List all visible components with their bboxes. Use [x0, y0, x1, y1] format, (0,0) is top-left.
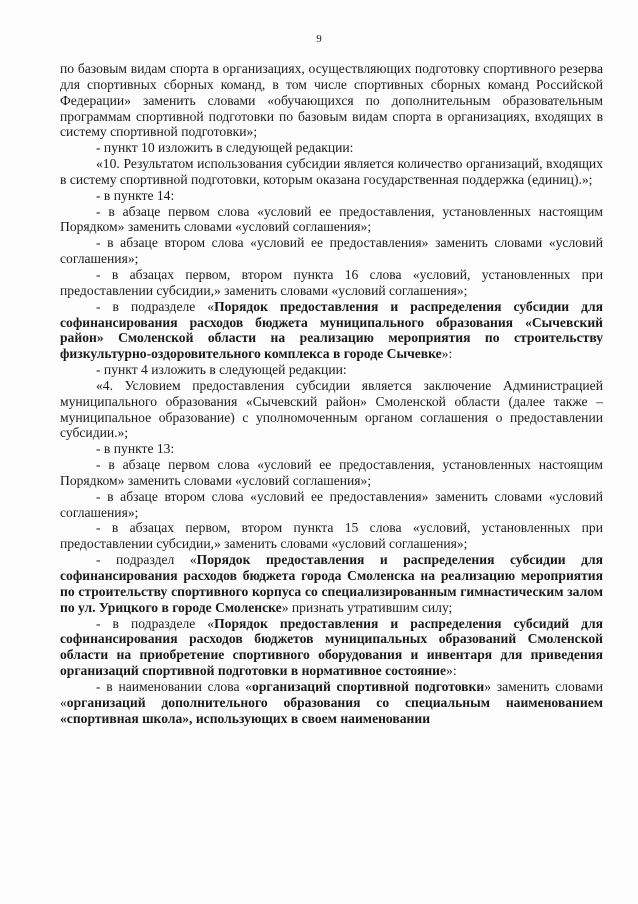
text-span: - в абзацах первом, втором пункта 16 слова «условий, установленных при предоставлении субсидии,» заменить словами «условий соглашения»;	[60, 266, 603, 298]
text-span: » признать утратившим силу;	[281, 599, 453, 615]
text-span: по базовым видам спорта в организациях, осуществляющих подготовку спортивного резерва для спортивных сборных команд, в том числе спортивных сборных команд Российской Федерации» заменить словами «обучающихся по дополнительным образовательным программам спортивной подготовки по базовым видам спорта в организациях, входящих в систему спортивной подготовки»;	[60, 61, 603, 140]
text-span: - в абзаце первом слова «условий ее предоставления, установленных настоящим Порядком» заменить словами «условий соглашения»;	[60, 203, 603, 235]
paragraph	[60, 679, 603, 727]
paragraph	[60, 188, 603, 204]
text-span: «10. Результатом использования субсидии является количество организаций, входящих в систему спортивной подготовки, которым оказана государственная поддержка (единиц).»;	[60, 156, 603, 187]
paragraph	[60, 140, 603, 156]
text-span: - в подразделе «	[96, 615, 215, 631]
text-span: » заменить словами «	[60, 678, 603, 710]
bold-text-span: организаций спортивной подготовки	[252, 678, 485, 694]
paragraph	[60, 299, 603, 362]
bold-text-span: Порядок предоставления и распределения субсидий для софинансирования расходов бюджетов муниципальных образований Смоленской области на приобретение спортивного оборудования и инвентаря для приведения организаций спортивной подготовки в нормативное состояние	[60, 615, 603, 679]
text-span: - подраздел «	[96, 552, 197, 568]
text-span: - пункт 10 изложить в следующей редакции:	[96, 140, 354, 156]
paragraph	[60, 489, 603, 521]
text-span: - в пункте 13:	[96, 441, 175, 457]
text-span: «4. Условием предоставления субсидии является заключение Администрацией муниципального образования «Сычевский район» Смоленской области (далее также – муниципальное образование) с уполномоченным органом соглашения о предоставлении субсидии.»;	[60, 377, 603, 441]
paragraph	[60, 378, 603, 441]
text-span: - в подразделе «	[96, 298, 215, 314]
text-span: - в абзаце втором слова «условий ее предоставления» заменить словами «условий соглашения»;	[60, 488, 603, 520]
paragraph	[60, 235, 603, 267]
paragraph	[60, 204, 603, 236]
bold-text-span: Порядок предоставления и распределения субсидии для софинансирования расходов бюджета города Смоленска на реализацию мероприятия по строительству спортивного корпуса со специализированным гимнастическим залом по ул. Урицкого в городе Смоленске	[60, 552, 604, 615]
text-span: - в пункте 14:	[96, 187, 175, 203]
paragraph	[60, 457, 603, 489]
text-span: - в абзацах первом, втором пункта 15 слова «условий, установленных при предоставлении субсидии,» заменить словами «условий соглашения»;	[60, 520, 603, 552]
document-body	[60, 61, 603, 726]
paragraph	[60, 362, 603, 378]
paragraph	[60, 552, 603, 615]
paragraph	[60, 156, 603, 188]
paragraph	[60, 520, 603, 552]
text-span: »:	[446, 663, 457, 679]
text-span: - в абзаце первом слова «условий ее предоставления, установленных настоящим Порядком» заменить словами «условий соглашения»;	[60, 457, 603, 488]
text-span: - в наименовании слова «	[96, 678, 253, 694]
text-span: - пункт 4 изложить в следующей редакции:	[96, 362, 347, 378]
paragraph	[60, 616, 603, 679]
text-span: - в абзаце втором слова «условий ее предоставления» заменить словами «условий соглашения»;	[60, 235, 603, 267]
paragraph	[60, 61, 603, 140]
paragraph	[60, 441, 603, 457]
bold-text-span: Порядок предоставления и распределения субсидии для софинансирования расходов бюджета муниципального образования «Сычевский район» Смоленской области на реализацию мероприятия по строительству физкультурно-оздоровительного комплекса в городе Сычевке	[60, 298, 603, 362]
page-number: 9	[316, 33, 322, 45]
bold-text-span: организаций дополнительного образования со специальным наименованием «спортивная школа», использующих в своем наименовании	[60, 694, 603, 726]
paragraph	[60, 267, 603, 299]
text-span: »:	[441, 346, 453, 362]
